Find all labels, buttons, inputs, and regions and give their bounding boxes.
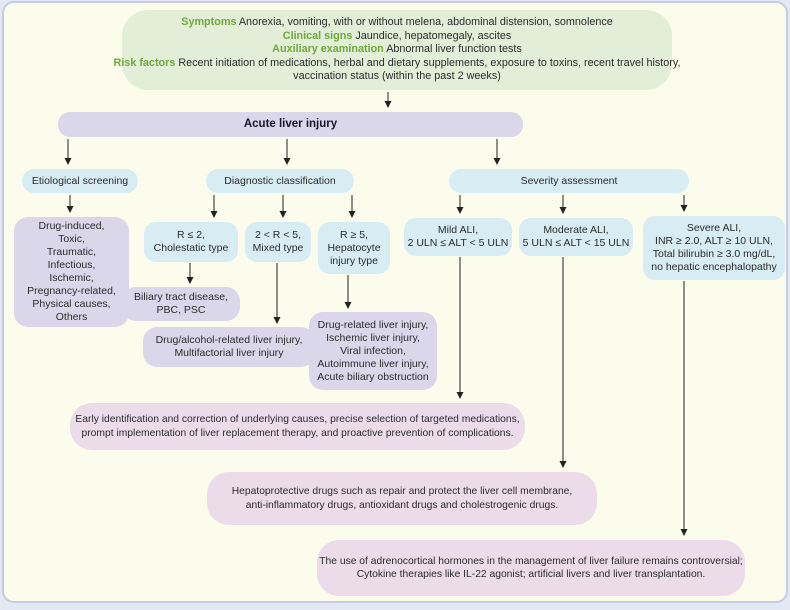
clinical-signs-text: Jaundice, hepatomegaly, ascites [355, 29, 512, 42]
node-line: Drug-induced, [38, 220, 105, 232]
node-line: PBC, PSC [156, 304, 206, 316]
node-line: Drug/alcohol-related liver injury, [155, 334, 303, 346]
severe-ali-node [643, 216, 785, 280]
risk-factors-text: Recent initiation of medications, herbal and dietary supplements, exposure to toxins, recent travel history, [178, 56, 681, 69]
node-line: 5 ULN ≤ ALT < 15 ULN [522, 237, 630, 249]
node-line: Toxic, [58, 233, 85, 245]
node-line: Autoimmune liver injury, [317, 357, 429, 370]
node-line: prompt implementation of liver replacement therapy, and proactive prevention of complications. [81, 427, 514, 439]
node-line: Infectious, [47, 259, 96, 271]
node-line: Drug-related liver injury, [317, 318, 429, 331]
node-line: R ≤ 2, [177, 229, 205, 241]
auxiliary-exam-text: Abnormal liver function tests [386, 43, 522, 56]
node-label: Severity assessment [520, 174, 618, 187]
node-line: Total bilirubin ≥ 3.0 mg/dL, [652, 248, 776, 260]
risk-factors-label: Risk factors [113, 56, 176, 69]
presentation-row [283, 30, 511, 44]
management-hepatoprotective-node [207, 472, 597, 525]
node-line: Pregnancy-related, [27, 285, 116, 297]
management-general-node [70, 403, 525, 450]
hepatocyte-causes-node [309, 312, 437, 390]
presentation-row [293, 70, 501, 84]
presentation-row [114, 57, 681, 71]
presentation-row [272, 43, 522, 57]
risk-factors-text-cont: vaccination status (within the past 2 weeks) [293, 70, 501, 83]
node-line: Cytokine therapies like IL-22 agonist; artificial livers and liver transplantation. [356, 569, 706, 580]
symptoms-label: Symptoms [181, 16, 237, 29]
etiological-screening-node [22, 169, 138, 193]
clinical-signs-label: Clinical signs [282, 29, 353, 42]
node-line: Severe ALI, [686, 222, 742, 234]
node-line: Early identification and correction of underlying causes, precise selection of targeted medications, [75, 414, 520, 425]
node-line: Mixed type [252, 242, 304, 254]
node-line: Traumatic, [46, 246, 97, 258]
node-line: Biliary tract disease, [134, 291, 228, 303]
node-line: INR ≥ 2.0, ALT ≥ 10 ULN, [655, 235, 773, 247]
node-line: Hepatocyte [327, 241, 381, 254]
hepatocyte-type-node [318, 222, 390, 274]
presentation-box [113, 10, 681, 90]
node-line: Ischemic liver injury, [326, 331, 420, 344]
node-line: Others [55, 311, 88, 323]
node-line: Ischemic, [49, 272, 94, 284]
node-line: anti-inflammatory drugs, antioxidant drugs and cholestrogenic drugs. [245, 499, 559, 511]
drug-alcohol-injury-node [143, 327, 315, 367]
node-line: Mild ALI, [437, 224, 479, 236]
node-line: Multifactorial liver injury [174, 347, 284, 359]
node-line: Acute biliary obstruction [317, 370, 429, 383]
diagnostic-classification-node [206, 169, 354, 193]
node-line: The use of adrenocortical hormones in the management of liver failure remains controversial; [319, 555, 743, 567]
biliary-disease-node [122, 287, 240, 321]
node-line: Cholestatic type [153, 242, 229, 254]
node-line: injury type [330, 254, 378, 267]
node-line: Physical causes, [32, 298, 111, 310]
node-line: 2 < R < 5, [254, 229, 302, 241]
node-label: Etiological screening [31, 174, 129, 187]
management-advanced-node [317, 540, 745, 596]
severity-assessment-node [449, 169, 689, 193]
presentation-row [181, 16, 613, 30]
node-line: 2 ULN ≤ ALT < 5 ULN [407, 237, 509, 249]
symptoms-text: Anorexia, vomiting, with or without melena, abdominal distension, somnolence [238, 16, 613, 29]
mild-ali-node [404, 218, 512, 256]
node-line: no hepatic encephalopathy [651, 261, 777, 273]
cholestatic-type-node [144, 222, 238, 262]
node-line: Moderate ALI, [543, 224, 609, 236]
node-line: Viral infection, [340, 344, 406, 357]
node-line: Hepatoprotective drugs such as repair and protect the liver cell membrane, [231, 486, 573, 497]
moderate-ali-node [519, 218, 633, 256]
mixed-type-node [245, 222, 311, 262]
node-label: Acute liver injury [243, 118, 338, 130]
node-line: R ≥ 5, [340, 228, 368, 241]
auxiliary-exam-label: Auxiliary examination [272, 43, 384, 56]
node-label: Diagnostic classification [224, 174, 336, 187]
acute-liver-injury-node [58, 112, 523, 137]
etiology-causes-node [14, 217, 129, 327]
